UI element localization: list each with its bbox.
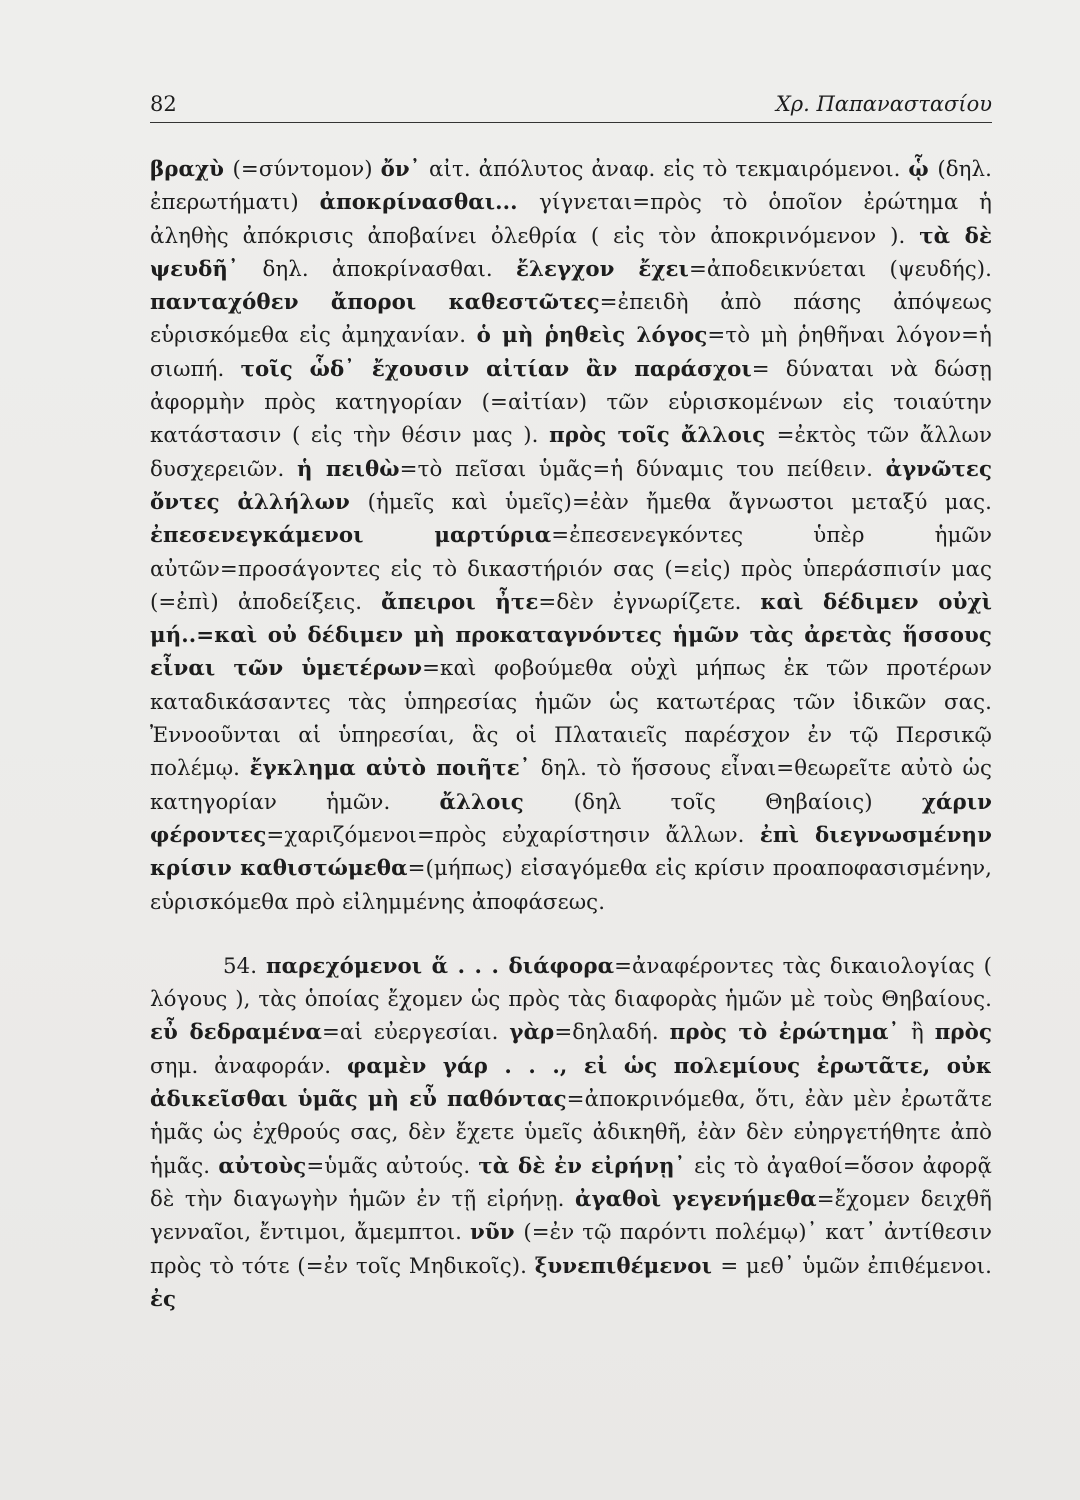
gloss-text: σημ. ἀναφοράν. bbox=[150, 1053, 347, 1079]
running-title: Χρ. Παπαναστασίου bbox=[775, 92, 992, 116]
lemma-text: ἐπὶ διεγνωσμένην κρίσιν καθιστώμεθα bbox=[150, 822, 992, 882]
lemma-text: εὖ δεδραμένα bbox=[150, 1020, 322, 1046]
lemma-text: ξυνεπιθέμενοι bbox=[534, 1253, 721, 1279]
commentary-text bbox=[150, 153, 992, 1316]
lemma-text: ἔλεγχον ἔχει bbox=[515, 256, 689, 282]
gloss-text: δηλ. ἀποκρίνασθαι. bbox=[262, 256, 516, 282]
lemma-text: πανταχόθεν ἄποροι καθεστῶτες bbox=[150, 290, 600, 316]
lemma-text: ὄν᾽ bbox=[380, 157, 430, 182]
page-header bbox=[150, 92, 992, 126]
gloss-text: =ἀποδεικνύεται (ψευδής). bbox=[688, 256, 993, 282]
gloss-text: αἰτ. ἀπόλυτος ἀναφ. εἰς τὸ τεκμαιρόμενοι. bbox=[429, 157, 909, 182]
lemma-text: φαμὲν γάρ . . ., εἰ ὡς πολεμίους ἐρωτᾶτε, οὐκ ἀδικεῖσθαι ὑμᾶς μὴ εὖ παθόντας bbox=[150, 1053, 992, 1113]
lemma-text: ὁ μὴ ῥηθεὶς λόγος bbox=[476, 323, 708, 349]
gloss-text: =δηλαδή. bbox=[554, 1020, 670, 1046]
lemma-text: τὰ δὲ ψευδῆ᾽ bbox=[150, 223, 992, 282]
gloss-text: εἰς τὸ ἀγαθοί=ὅσον ἀφορᾷ δὲ τὴν διαγωγὴν ἡμῶν ἐν τῇ εἰρήνῃ. bbox=[150, 1153, 992, 1212]
gloss-text: =ἀναφέροντες τὰς δικαιολογίας ( λόγους ), τὰς ὁποίας ἔχομεν ὡς πρὸς τὰς διαφορὰς ἡμῶν μὲ τοὺς Θηβαίους. bbox=[150, 953, 992, 1013]
gloss-text: = μεθ᾽ ὑμῶν ἐπιθέμενοι. bbox=[720, 1253, 992, 1279]
lemma-text: ἀγαθοὶ γεγενήμεθα bbox=[575, 1186, 817, 1212]
lemma-text: τὰ δὲ ἐν εἰρήνῃ᾽ bbox=[478, 1153, 695, 1179]
lemma-text: ἐπεσενεγκάμενοι μαρτύρια bbox=[150, 523, 552, 549]
gloss-text: =καὶ φοβούμεθα οὐχὶ μήπως ἐκ τῶν προτέρων καταδικάσαντες τὰς ὑπηρεσίας ἡμῶν ὡς κατωτέρας τῶν ἰδικῶν σας. Ἐννοοῦνται αἱ ὑπηρεσίαι, ἃς οἱ Πλαταιεῖς παρέσχον ἐν τῷ Περσικῷ πολέμῳ. bbox=[150, 656, 993, 782]
gloss-text: 54. bbox=[223, 953, 266, 979]
lemma-text: ἔγκλημα αὐτὸ ποιῆτε᾽ bbox=[249, 756, 541, 782]
gloss-text: =ἐπεσενεγκόντες ὑπὲρ ἡμῶν αὐτῶν=προσάγοντες εἰς τὸ δικαστήριόν σας (=εἰς) πρὸς ὑπεράσπισίν μας (=ἐπὶ) ἀποδείξεις. bbox=[150, 523, 992, 615]
gloss-text: (δηλ. ἐπερωτήματι) bbox=[150, 157, 992, 216]
gloss-text: (ἡμεῖς καὶ ὑμεῖς)=ἐὰν ἤμεθα ἄγνωστοι μεταξύ μας. bbox=[367, 489, 992, 515]
lemma-text: ἀγνῶτες ὄντες ἀλλήλων bbox=[150, 456, 993, 515]
lemma-text: παρεχόμενοι ἅ . . . διάφορα bbox=[265, 953, 615, 979]
gloss-text: =ἔχομεν δειχθῆ γενναῖοι, ἔντιμοι, ἄμεμπτοι. bbox=[150, 1186, 992, 1246]
lemma-text: βραχὺ bbox=[150, 157, 233, 182]
lemma-text: γὰρ bbox=[509, 1020, 555, 1046]
lemma-text: ἄλλοις bbox=[439, 789, 574, 815]
gloss-text: =τὸ πεῖσαι ὑμᾶς=ἡ δύναμις του πείθειν. bbox=[399, 456, 886, 482]
gloss-text: =(μήπως) εἰσαγόμεθα εἰς κρίσιν προαποφασισμένην, εὑρισκόμεθα πρὸ εἰλημμένης ἀποφάσεως. bbox=[150, 856, 992, 915]
gloss-text: =ὑμᾶς αὐτούς. bbox=[306, 1153, 479, 1179]
lemma-text: πρὸς τοῖς ἄλλοις bbox=[549, 423, 777, 449]
gloss-text: (δηλ τοῖς Θηβαίοις) bbox=[573, 789, 922, 815]
gloss-text: ἢ bbox=[910, 1020, 935, 1046]
gloss-text: =τὸ μὴ ῥηθῆναι λόγον=ἡ σιωπή. bbox=[150, 323, 992, 382]
page-number: 82 bbox=[150, 92, 177, 116]
gloss-text: =ἐπειδὴ ἀπὸ πάσης ἀπόψεως εὑρισκόμεθα εἰς ἀμηχανίαν. bbox=[150, 290, 993, 349]
lemma-text: τοῖς ὧδ᾽ ἔχουσιν αἰτίαν ἂν παράσχοι bbox=[240, 356, 752, 382]
lemma-text: ἡ πειθὼ bbox=[296, 456, 400, 482]
gloss-text: =ἀποκρινόμεθα, ὅτι, ἐὰν μὲν ἐρωτᾶτε ἡμᾶς ὡς ἐχθρούς σας, δὲν ἔχετε ὑμεῖς ἀδικηθῆ, ἐὰν δὲν εὐηργετήθητε ἀπὸ ἡμᾶς. bbox=[150, 1087, 992, 1179]
gloss-text: = δύναται νὰ δώσῃ ἀφορμὴν πρὸς κατηγορίαν (=αἰτίαν) τῶν εὑρισκομένων εἰς τοιαύτην κατάστασιν ( εἰς τὴν θέσιν μας ). bbox=[150, 356, 993, 449]
gloss-text: =δὲν ἐγνωρίζετε. bbox=[538, 589, 761, 615]
lemma-text: πρὸς τὸ ἐρώτημα᾽ bbox=[669, 1020, 911, 1046]
lemma-text: ἐς bbox=[150, 1286, 177, 1312]
gloss-text: δηλ. τὸ ἥσσους εἶναι=θεωρεῖτε αὐτὸ ὡς κατηγορίαν ἡμῶν. bbox=[150, 756, 992, 815]
gloss-text: (=ἐν τῷ παρόντι πολέμῳ)᾽ κατ᾽ ἀντίθεσιν πρὸς τὸ τότε (=ἐν τοῖς Μηδικοῖς). bbox=[150, 1220, 992, 1279]
gloss-text: =αἱ εὐεργεσίαι. bbox=[321, 1020, 510, 1046]
gloss-text: γίγνεται=πρὸς τὸ ὁποῖον ἐρώτημα ἡ ἀληθὴς ἀπόκρισις ἀποβαίνει ὀλεθρία ( εἰς τὸν ἀποκρινόμενον ). bbox=[150, 190, 992, 249]
lemma-text: ἀποκρίνασθαι... bbox=[319, 190, 540, 216]
paragraph-54 bbox=[150, 950, 992, 1316]
lemma-text: χάριν φέροντες bbox=[150, 789, 992, 848]
lemma-text: αὐτοὺς bbox=[218, 1153, 307, 1179]
lemma-text: ᾧ bbox=[908, 157, 938, 182]
gloss-text: =ἐκτὸς τῶν ἄλλων δυσχερειῶν. bbox=[150, 423, 992, 482]
gloss-text: (=σύντομον) bbox=[232, 157, 381, 182]
lemma-text: πρὸς bbox=[934, 1020, 993, 1046]
gloss-text: =χαριζόμενοι=πρὸς εὐχαρίστησιν ἄλλων. bbox=[266, 822, 760, 848]
header-rule bbox=[150, 122, 992, 123]
lemma-text: νῦν bbox=[470, 1220, 524, 1246]
paragraph-53 bbox=[150, 153, 992, 919]
lemma-text: ἄπειροι ἦτε bbox=[381, 589, 539, 615]
lemma-text: καὶ δέδιμεν οὐχὶ μή..=καὶ οὐ δέδιμεν μὴ προκαταγνόντες ἡμῶν τὰς ἀρετὰς ἥσσους εἶναι τῶν ὑμετέρων bbox=[150, 589, 992, 682]
